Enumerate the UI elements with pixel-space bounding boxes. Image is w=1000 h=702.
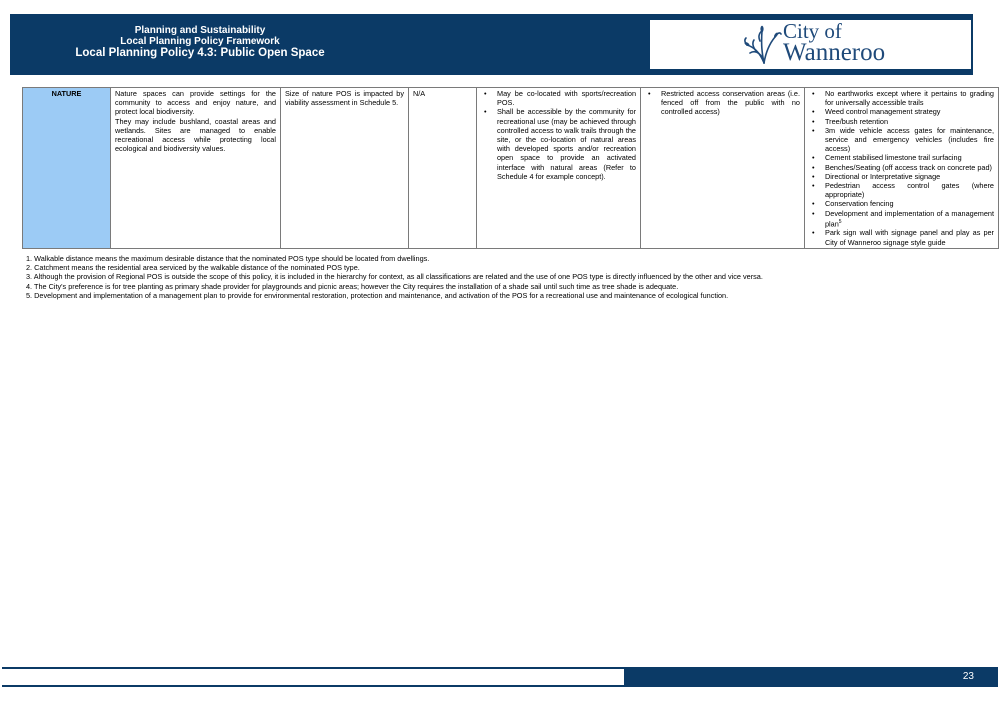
header-underline [10,70,973,75]
row-label-nature: NATURE [23,88,111,249]
list-item: • Weed control management strategy [825,107,994,116]
list-item: • Restricted access conservation areas (i.e. fenced off from the public with no controlled access) [661,89,800,117]
footnote-2: 2. Catchment means the residential area serviced by the walkable distance of the nominated POS type. [26,263,360,273]
list-item: • Cement stabilised limestone trail surfacing [825,153,994,162]
header-title-framework: Local Planning Policy Framework [120,36,280,47]
list-item: • Pedestrian access control gates (where appropriate) [825,181,994,199]
list-item: • Benches/Seating (off access track on concrete pad) [825,163,994,172]
management-plan-text: Development and implementation of a management plan [825,208,994,229]
city-logo [650,20,971,69]
footnote-4: 4. The City's preference is for tree planting as primary shade provider for playgrounds and picnic areas; however the City requires the installation of a shade sail until such time as tree shade is adequate. [26,281,679,291]
cell-facilities [805,88,999,249]
page-number: 23 [962,671,974,682]
pos-hierarchy-table [22,87,999,249]
cell-size: Size of nature POS is impacted by viability assessment in Schedule 5. [281,88,409,249]
cell-access [641,88,805,249]
footnote-ref: 5 [838,218,842,225]
logo-text-city-of: City of [783,19,842,43]
table-row-nature [23,88,999,249]
footer-band [624,669,998,687]
footer-rule-bottom [2,685,624,687]
list-item: • May be co-located with sports/recreation POS. [497,89,636,107]
cell-location [477,88,641,249]
list-item: • No earthworks except where it pertains to grading for universally accessible trails [825,89,994,107]
footnote-3: 3. Although the provision of Regional POS is outside the scope of this policy, it is included in the hierarchy for context, as all classifications are related and the use of one POS type is directly influenced by the other and vice versa. [26,272,763,282]
list-item: • Directional or Interpretative signage [825,172,994,181]
list-item: • Shall be accessible by the community for recreational use (may be achieved through controlled access to walk trails through the site, or the co-location of natural areas with developed sports and/or recreation open space to provide an activated interface with natural areas (Refer to Schedule 4 for example concept). [497,107,636,181]
list-item: • Tree/bush retention [825,117,994,126]
description-paragraph: Nature spaces can provide settings for the community to access and enjoy nature, and protect local biodiversity. [115,89,276,117]
list-item: • Park sign wall with signage panel and play as per City of Wanneroo signage style guide [825,228,994,246]
list-item: • 3m wide vehicle access gates for maintenance, service and emergency vehicles (includes fire access) [825,126,994,154]
header-title-department: Planning and Sustainability [134,25,266,36]
description-paragraph: They may include bushland, coastal areas and wetlands. Sites are managed to enable recreational access while protecting local ecological and biodiversity values. [115,116,276,154]
cell-distance: N/A [409,88,477,249]
logo-text-wanneroo: Wanneroo [783,39,886,66]
list-item [825,209,994,229]
footnote-5: 5. Development and implementation of a management plan to provide for environmental restoration, protection and maintenance, and activation of the POS for a recreational use and maintenance of ecological function. [26,290,729,300]
header-titles [10,25,390,59]
footnote-1: 1. Walkable distance means the maximum desirable distance that the nominated POS type should be located from dwellings. [26,254,430,263]
list-item: • Conservation fencing [825,199,994,208]
footnotes [26,254,986,300]
cell-description [111,88,281,249]
wanneroo-reed-icon [742,23,782,65]
header-title-policy: Local Planning Policy 4.3: Public Open Space [75,47,325,59]
